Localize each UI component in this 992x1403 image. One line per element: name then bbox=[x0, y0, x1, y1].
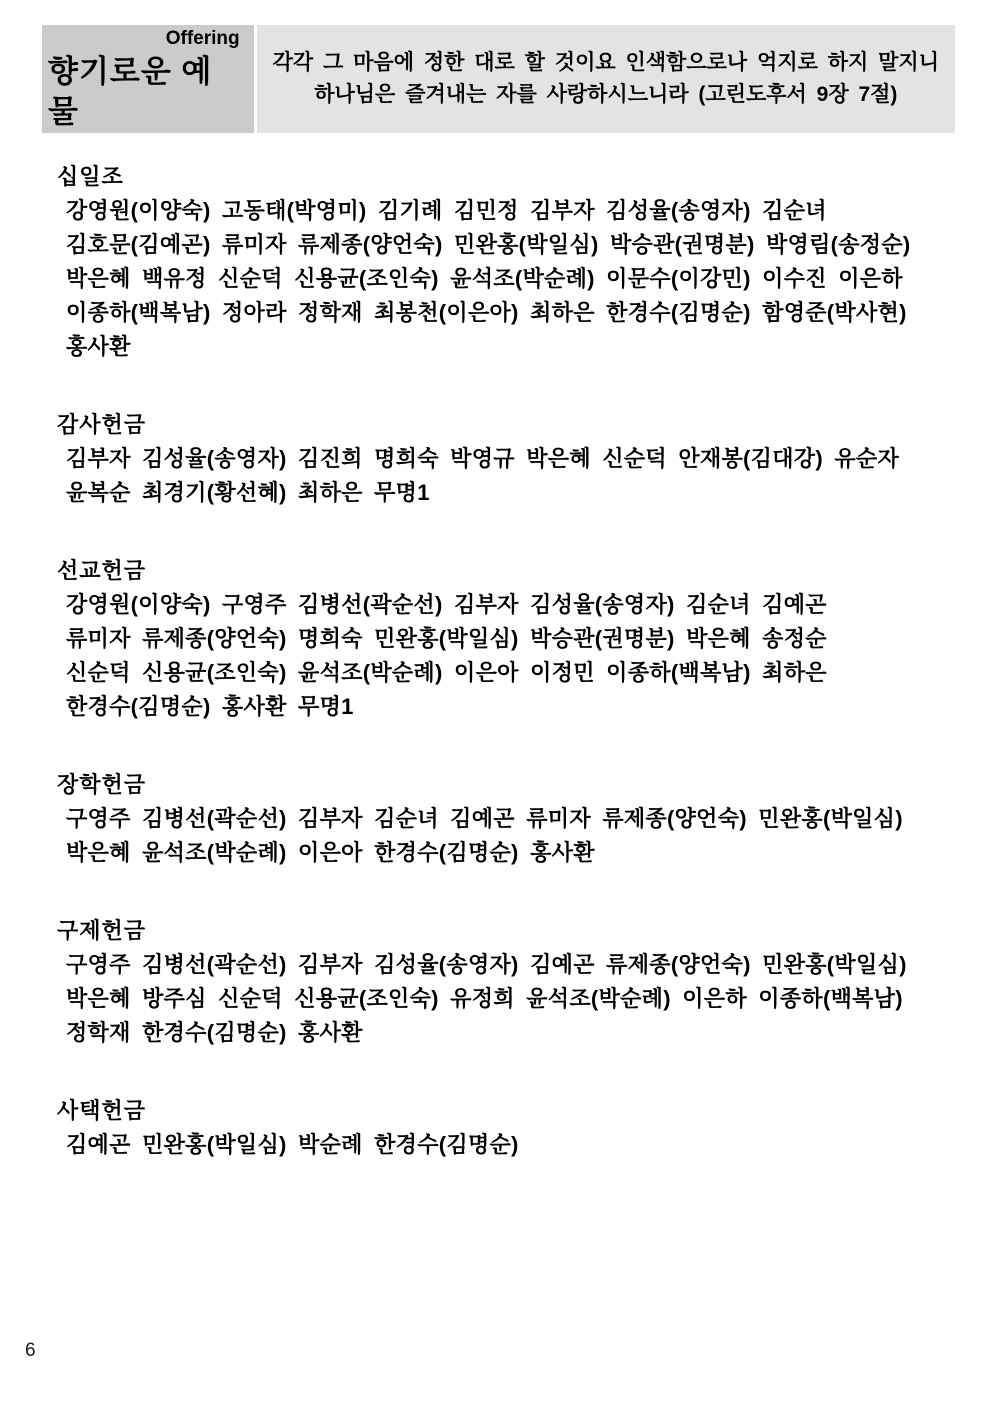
name-line: 강영원(이양숙) 구영주 김병선(곽순선) 김부자 김성율(송영자) 김순녀 김예곤 bbox=[66, 592, 827, 617]
section-scholarship bbox=[57, 768, 957, 870]
offering-title-block bbox=[42, 25, 254, 133]
page-number: 6 bbox=[25, 1340, 36, 1361]
section-relief bbox=[57, 914, 957, 1050]
name-line: 김부자 김성율(송영자) 김진희 명희숙 박영규 박은혜 신순덕 안재봉(김대강) 유순자 bbox=[66, 446, 900, 471]
section-mission bbox=[57, 554, 957, 724]
name-line: 신순덕 신용균(조인숙) 윤석조(박순례) 이은아 이정민 이종하(백복남) 최하은 bbox=[66, 660, 827, 685]
name-line: 홍사환 bbox=[66, 334, 131, 359]
name-line: 박은혜 백유정 신순덕 신용균(조인숙) 윤석조(박순례) 이문수(이강민) 이수진 이은하 bbox=[66, 266, 903, 291]
name-line: 김예곤 민완홍(박일심) 박순례 한경수(김명순) bbox=[66, 1132, 519, 1157]
section-title: 선교헌금 bbox=[57, 558, 147, 583]
section-title: 구제헌금 bbox=[57, 918, 147, 943]
name-line: 윤복순 최경기(황선혜) 최하은 무명1 bbox=[66, 480, 430, 505]
section-tithe bbox=[57, 160, 957, 364]
name-line: 구영주 김병선(곽순선) 김부자 김순녀 김예곤 류미자 류제종(양언숙) 민완홍(박일심) bbox=[66, 806, 903, 831]
section-thanksgiving bbox=[57, 408, 957, 510]
offering-header bbox=[42, 25, 955, 133]
name-line: 김호문(김예곤) 류미자 류제종(양언숙) 민완홍(박일심) 박승관(권명분) 박영림(송정순) bbox=[66, 232, 911, 257]
name-line: 구영주 김병선(곽순선) 김부자 김성율(송영자) 김예곤 류제종(양언숙) 민완홍(박일심) bbox=[66, 952, 907, 977]
offering-title: 향기로운 예물 bbox=[48, 54, 213, 129]
section-parsonage bbox=[57, 1094, 957, 1162]
name-line: 이종하(백복남) 정아라 정학재 최봉천(이은아) 최하은 한경수(김명순) 함영준(박사현) bbox=[66, 300, 907, 325]
name-line: 정학재 한경수(김명순) 홍사환 bbox=[66, 1020, 363, 1045]
name-line: 박은혜 방주심 신순덕 신용균(조인숙) 유정희 윤석조(박순례) 이은하 이종하(백복남) bbox=[66, 986, 903, 1011]
section-title: 장학헌금 bbox=[57, 772, 147, 797]
name-line: 강영원(이양숙) 고동태(박영미) 김기례 김민정 김부자 김성율(송영자) 김순녀 bbox=[66, 198, 827, 223]
verse-line-1: 각각 그 마음에 정한 대로 할 것이요 인색함으로나 억지로 하지 말지니 bbox=[272, 51, 939, 74]
section-title: 사택헌금 bbox=[57, 1098, 147, 1123]
verse-block bbox=[257, 25, 955, 133]
name-line: 박은혜 윤석조(박순례) 이은아 한경수(김명순) 홍사환 bbox=[66, 840, 595, 865]
offering-lists bbox=[57, 160, 957, 1206]
section-title: 감사헌금 bbox=[57, 412, 147, 437]
section-title: 십일조 bbox=[57, 164, 124, 189]
name-line: 한경수(김명순) 홍사환 무명1 bbox=[66, 694, 354, 719]
offering-eyebrow: Offering bbox=[165, 28, 240, 49]
verse-line-2: 하나님은 즐겨내는 자를 사랑하시느니라 (고린도후서 9장 7절) bbox=[314, 83, 898, 106]
name-line: 류미자 류제종(양언숙) 명희숙 민완홍(박일심) 박승관(권명분) 박은혜 송정순 bbox=[66, 626, 827, 651]
